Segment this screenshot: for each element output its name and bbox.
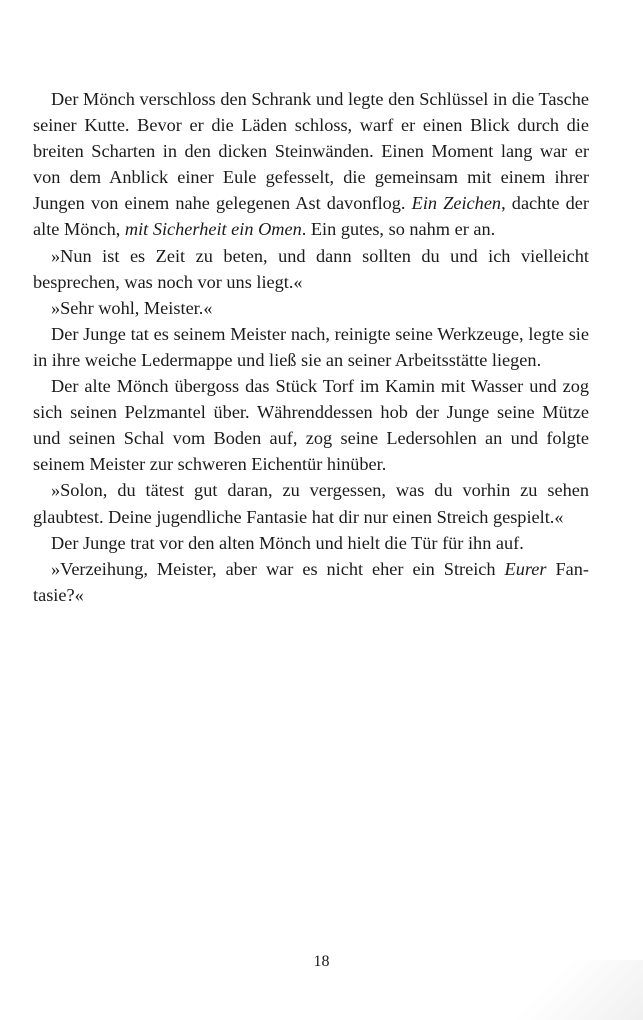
text-run: Der Junge trat vor den alten Mönch und hielt die Tür für ihn auf. [51,532,524,553]
text-run: Der Mönch verschloss den Schrank und legte den Schlüssel in die Tasche seiner Kutte. Bevor er die Läden schloss, warf er einen Blick durch die breiten Scharten in den dicken Steinwänden. Einen Moment lang war er von dem Anblick einer Eule gefesselt, die gemeinsam mit einem ihrer Jungen von einem nahe gelegenen Ast davonflog. [33,89,589,214]
text-run: , dachte der alte Mönch, [33,193,590,240]
italic-text: Eurer [504,558,547,579]
text-run: Der Junge tat es seinem Meister nach, reinigte seine Werkzeuge, legte sie in ihre weiche Ledermappe und ließ sie an seiner Arbeitsstätte liegen. [33,323,589,370]
italic-text: mit Sicherheit ein Omen [124,219,302,240]
body-text [33,86,589,608]
paragraph [33,556,589,608]
text-run: »Solon, du tätest gut daran, zu vergessen, was du vorhin zu sehen glaubtest. Deine jugendliche Fantasie hat dir nur einen Streich gespielt.« [33,480,589,527]
text-run: . Ein gutes, so nahm er an. [301,219,496,240]
text-run: Fantasie?« [33,558,589,605]
paragraph [33,243,589,295]
paragraph [33,321,589,373]
paragraph [33,295,589,321]
text-run: »Sehr wohl, Meister.« [51,297,213,318]
paragraph [33,373,589,477]
text-run: Der alte Mönch übergoss das Stück Torf im Kamin mit Wasser und zog sich seinen Pelzmantel über. Währenddessen hob der Junge seine Mütze und seinen Schal vom Boden auf, zog seine Ledersohlen an und folgte seinem Meister zur schweren Eichentür hinüber. [33,376,589,475]
italic-text: Ein Zeichen [411,193,502,214]
paragraph [33,530,589,556]
page-number: 18 [313,953,330,970]
paragraph [33,86,589,243]
page-corner-shadow [413,960,643,1020]
text-run: »Nun ist es Zeit zu beten, und dann sollten du und ich vielleicht besprechen, was noch vor uns liegt.« [33,245,589,292]
paragraph [33,477,589,529]
text-run: »Verzeihung, Meister, aber war es nicht eher ein Streich [51,558,505,579]
